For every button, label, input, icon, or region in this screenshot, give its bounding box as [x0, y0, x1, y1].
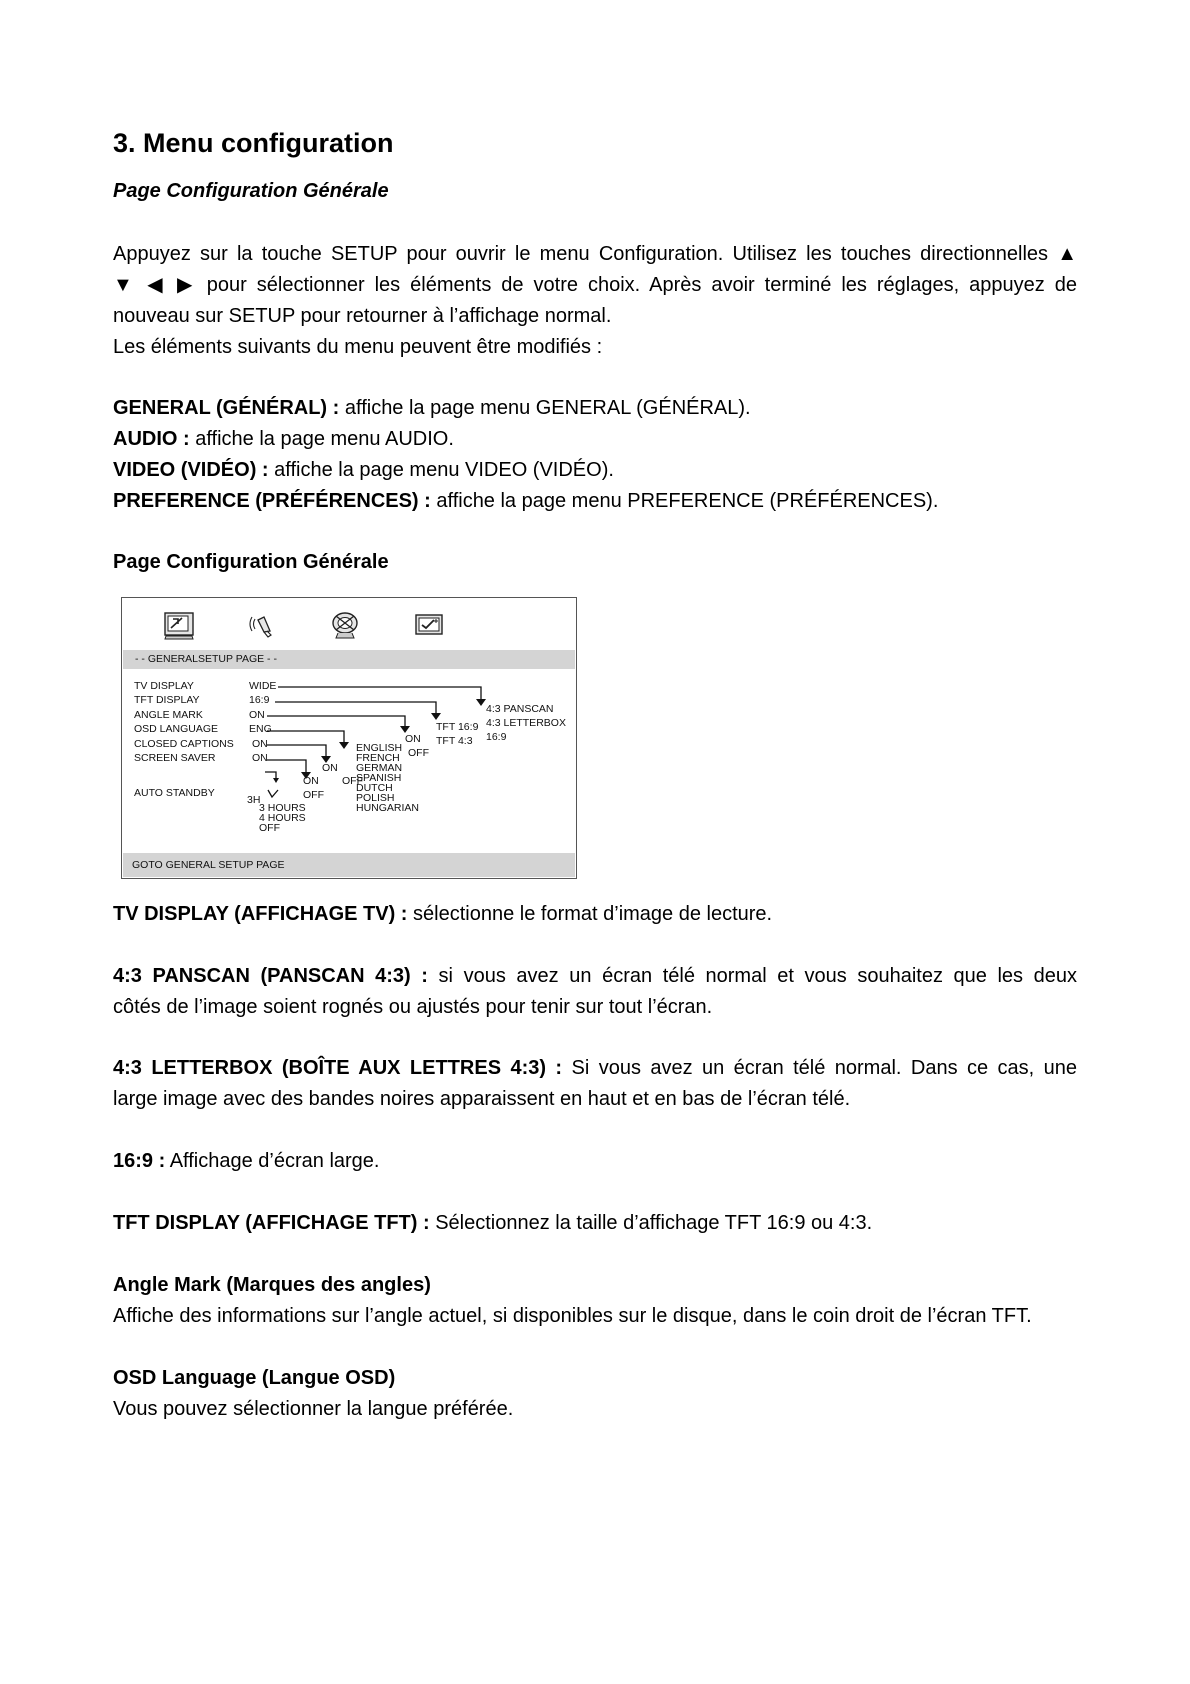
menu-page-title: - - GENERALSETUP PAGE - -	[135, 653, 277, 665]
menu-row-label: OSD LANGUAGE	[134, 723, 219, 735]
item-label: GENERAL (GÉNÉRAL) :	[113, 397, 340, 419]
screensaver-option: ON	[303, 775, 319, 787]
letterbox-description-line-2: large image avec des bandes noires apparaissent en haut et en bas de l’écran télé.	[113, 1088, 851, 1110]
angle-option: ON	[405, 733, 421, 745]
menu-item-preference	[113, 486, 1077, 518]
angle-mark-heading: Angle Mark (Marques des angles)	[113, 1274, 431, 1296]
language-option: SPANISH	[356, 772, 402, 784]
intro-line-3: nouveau sur SETUP pour retourner à l’affichage normal.	[113, 305, 612, 327]
intro-line-2: ▼ ◀ ▶ pour sélectionner les éléments de votre choix. Après avoir terminé les réglages, appuyez de	[113, 274, 1077, 296]
tv-option: 4:3 PANSCAN	[486, 703, 554, 715]
item-label: PREFERENCE (PRÉFÉRENCES) :	[113, 490, 431, 512]
menu-footer-text: GOTO GENERAL SETUP PAGE	[132, 859, 285, 871]
language-option: FRENCH	[356, 752, 400, 764]
language-option: DUTCH	[356, 782, 393, 794]
term-label: 4:3 LETTERBOX (BOÎTE AUX LETTRES 4:3) :	[113, 1057, 563, 1079]
captions-option: OFF	[342, 775, 363, 787]
tv-option: 4:3 LETTERBOX	[486, 717, 566, 729]
panscan-description-line-1	[113, 961, 1077, 993]
standby-option: 4 HOURS	[259, 812, 306, 824]
menu-row-value: 16:9	[249, 694, 270, 706]
item-text: affiche la page menu AUDIO.	[189, 428, 454, 450]
screensaver-option: OFF	[303, 789, 324, 801]
term-text: sélectionne le format d’image de lecture.	[407, 903, 773, 925]
language-option: POLISH	[356, 792, 395, 804]
menu-connector-lines	[122, 598, 576, 878]
term-text: Affichage d’écran large.	[165, 1150, 380, 1172]
angle-option: OFF	[408, 747, 429, 759]
term-label: 4:3 PANSCAN (PANSCAN 4:3) :	[113, 965, 428, 987]
menu-item-audio	[113, 424, 1077, 456]
term-label: 16:9 :	[113, 1150, 166, 1172]
menu-row-value: WIDE	[249, 680, 277, 692]
wide-description	[113, 1146, 1077, 1178]
menu-item-general	[113, 393, 1077, 425]
menu-footer-bar	[123, 853, 575, 877]
angle-mark-text: Affiche des informations sur l’angle actuel, si disponibles sur le disque, dans le coin droit de l’écran TFT.	[113, 1305, 1032, 1327]
panscan-description-line-2: côtés de l’image soient rognés ou ajustés pour tenir sur tout l’écran.	[113, 996, 713, 1018]
intro-line-1: Appuyez sur la touche SETUP pour ouvrir le menu Configuration. Utilisez les touches directionnelles ▲	[113, 243, 1077, 265]
standby-option: OFF	[259, 822, 280, 834]
item-label: AUDIO :	[113, 428, 190, 450]
tft-option: TFT 16:9	[436, 721, 479, 733]
term-text: Si vous avez un écran télé normal. Dans ce cas, une	[562, 1057, 1077, 1079]
menu-row-value: ENG	[249, 723, 272, 735]
term-label: TFT DISPLAY (AFFICHAGE TFT) :	[113, 1212, 430, 1234]
menu-item-video	[113, 455, 1077, 487]
item-label: VIDEO (VIDÉO) :	[113, 459, 269, 481]
menu-row-label: TFT DISPLAY	[134, 694, 200, 706]
language-option: ENGLISH	[356, 742, 403, 754]
term-text: si vous avez un écran télé normal et vous souhaitez que les deux	[427, 965, 1078, 987]
term-text: Sélectionnez la taille d’affichage TFT 16:9 ou 4:3.	[429, 1212, 873, 1234]
tft-description	[113, 1208, 1077, 1240]
item-text: affiche la page menu VIDEO (VIDÉO).	[268, 459, 614, 481]
menu-row-label: AUTO STANDBY	[134, 787, 215, 799]
menu-row-value: ON	[252, 738, 268, 750]
section-subheading: Page Configuration Générale	[113, 180, 389, 202]
menu-row-value: ON	[252, 752, 268, 764]
tv-option: 16:9	[486, 731, 507, 743]
language-option: GERMAN	[356, 762, 403, 774]
menu-row-label: SCREEN SAVER	[134, 752, 216, 764]
menu-row-label: TV DISPLAY	[134, 680, 194, 692]
menu-row-value: ON	[249, 709, 265, 721]
letterbox-description-line-1	[113, 1053, 1077, 1085]
figure-caption: Page Configuration Générale	[113, 551, 389, 573]
term-label: TV DISPLAY (AFFICHAGE TV) :	[113, 903, 408, 925]
section-heading: 3. Menu configuration	[113, 128, 394, 158]
item-text: affiche la page menu PREFERENCE (PRÉFÉRENCES).	[430, 490, 939, 512]
menu-row-label: CLOSED CAPTIONS	[134, 738, 234, 750]
captions-option: ON	[322, 762, 338, 774]
menu-row-label: ANGLE MARK	[134, 709, 203, 721]
item-text: affiche la page menu GENERAL (GÉNÉRAL).	[339, 397, 751, 419]
general-setup-menu-figure	[121, 597, 577, 879]
osd-language-text: Vous pouvez sélectionner la langue préférée.	[113, 1398, 514, 1420]
language-option: HUNGARIAN	[356, 802, 420, 814]
standby-option: 3 HOURS	[259, 802, 306, 814]
osd-language-heading: OSD Language (Langue OSD)	[113, 1367, 396, 1389]
tv-display-description	[113, 899, 1077, 931]
menu-row-value: 3H	[247, 794, 261, 806]
tft-option: TFT 4:3	[436, 735, 473, 747]
intro-line-4: Les éléments suivants du menu peuvent être modifiés :	[113, 336, 603, 358]
